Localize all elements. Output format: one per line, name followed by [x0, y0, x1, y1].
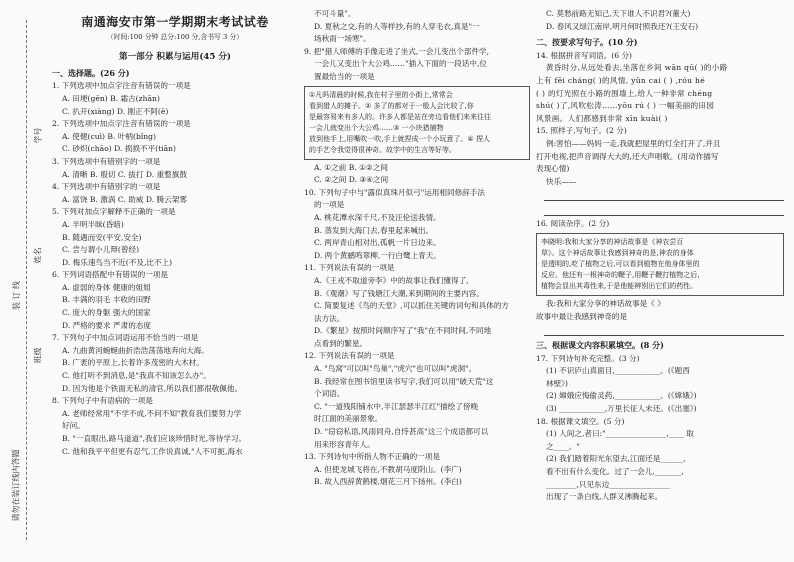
option: C. 他打听不到消息,是"我真不知该怎么办"。: [62, 371, 211, 381]
option: D. 春风又绿江南岸,明月何时照我还?(王安石): [546, 21, 699, 31]
option: B.《观潮》写了钱塘江大潮,来到期间的主要内容。: [314, 288, 484, 298]
option: 用来形容青年人。: [314, 439, 375, 449]
answer-prompt: 故事中最让我感到神奇的是: [536, 311, 628, 321]
option: B. 随遇而安(平安,安全): [62, 232, 142, 242]
option: C. 砂炽(chāo) D. 损损不平(tiān): [62, 144, 176, 154]
option: A. 九曲黄河蜿蜒曲折浩浩荡荡地奔向大海。: [62, 345, 209, 355]
question: 6. 下列词语搭配中有错误的一项是: [52, 270, 168, 280]
question: 17. 下列诗句补充完整。(3 分): [536, 353, 640, 363]
option: D. 因为他是个铁面无私的清官,所以我们都很敬佩他。: [62, 383, 243, 393]
question-cont: 的一项是: [314, 200, 345, 210]
question-cont: 置最恰当的一项是: [314, 71, 375, 81]
option: A. 但使龙城飞将在,不教胡马度阴山。(李广): [314, 464, 462, 474]
fill-line: (2) 嫦娥应悔偷灵药,____________。(《嫦娥》): [546, 391, 697, 401]
option: D. "窃窃私语,风雨同舟,自恃甚高"这三个成语都可以: [314, 427, 489, 437]
question-cont: 一会儿又变出个大公鸡……"插入下面的一段话中,位: [314, 59, 487, 69]
option: 法方法。: [314, 313, 345, 323]
option: C. 简要复述《鸟的天堂》,可以抓住关键的词句和具体的方: [314, 301, 510, 311]
option: C. 他和我平平但更有忍气,工作说真诚,"人不可扼,海水: [62, 446, 243, 456]
section-heading: 三、根据课文内容积累填空。(8 分): [536, 340, 664, 351]
part-heading: 第一部分 积累与运用(45 分): [118, 52, 231, 63]
section-heading: 一、选择题。(26 分): [52, 67, 130, 78]
option: A. ①之前 B. ①②之间: [314, 162, 388, 172]
pinyin-line: shú( )了,风吹松涛……yōu rú ( ) 一幅美丽的田园: [536, 101, 715, 111]
binding-note: 请勿在装订线内答题: [11, 449, 21, 522]
answer-line[interactable]: [544, 188, 784, 201]
example-line: 例:害怕——妈妈一走,我就把屋里的灯全打开了,并且: [546, 138, 721, 148]
option: A. 田埂(gěn) B. 霜古(zhān): [62, 93, 160, 103]
question: 14. 根据拼音写词语。(6 分): [536, 50, 633, 60]
question: 2. 下列选项中加点字注音有错误的一项是: [52, 119, 191, 129]
option: A. 半明半昧(昏暗): [62, 219, 124, 229]
option: B. 我经常在图书馆里读书写字,我们可以用"破天荒"这: [314, 376, 494, 386]
fill-line: ________,只见东边________________: [546, 479, 670, 489]
pinyin-line: ( ) 的灯光照在小路的围墙上,给人一种非常 chéng: [536, 88, 713, 98]
reading-box: [536, 233, 784, 296]
page-title: 南通海安市第一学期期末考试试卷: [81, 15, 269, 29]
passage-line: 是透明的,吃了植物之后,可以看到植物在他身体里的: [541, 259, 700, 268]
question: 7. 下列句子中加点词语运用不恰当的一项是: [52, 333, 199, 343]
fill-line: 之____。": [546, 441, 580, 451]
option: C. 扒开(xiàng) D. 刚正不阿(ē): [62, 106, 169, 116]
binding-line-label: 装 订 线: [12, 280, 22, 311]
option: A. 使健(cuì) B. 叶柄(bǐng): [62, 131, 156, 141]
answer-prompt: 我:我和大家分享的神话故事是《 》: [546, 298, 665, 308]
question: 8. 下列句子中有语病的一项是: [52, 396, 153, 406]
option: D. 两个黄鹂鸣翠柳,一行白鹭上青天。: [314, 250, 441, 260]
option: B. "一直眼出,路马道道",我们应该珍惜时光,等待学习。: [62, 434, 247, 443]
passage-box: [304, 86, 530, 160]
option: C. 两岸青山相对出,孤帆一片日边来。: [314, 238, 441, 248]
fill-line: (3) ____________,万里长征人未还。(《出塞》): [546, 404, 697, 414]
student-id-label: 学号: [33, 127, 43, 144]
option: D. 夏秋之交,有的人等样抄,有的人穿毛衣,真是"一: [314, 21, 480, 31]
passage-line: 植物会显出其毒性来,于是他能辨别出它们的药性。: [541, 281, 698, 290]
fill-line: (2) 我们踏着阳光东望去,江面还是______,: [546, 454, 686, 464]
option: B. 故人西辞黄鹤楼,烟花三月下扬州。(李白): [314, 477, 462, 487]
option: A. 清晰 B. 殷切 C. 拔打 D. 重整旗鼓: [62, 169, 187, 179]
page-subtitle: （时间:100 分钟 总分:100 分,含书写 3 分）: [106, 32, 244, 41]
answer-line[interactable]: [544, 323, 784, 336]
class-label: 班级: [33, 347, 43, 364]
question: 4. 下列选项中有错别字的一项是: [52, 182, 161, 192]
question: 9. 把"猎人师傅的手像走进了坐式,一会儿变出个部件学,: [304, 46, 490, 56]
column-3: [536, 8, 784, 504]
passage-line: 看到猎人的摊子。② 多了的都对于一般人会比较了,你: [309, 101, 474, 110]
fill-line: 林壁》): [546, 378, 568, 388]
option: A. 虚弱的身体 健康的姐姐: [62, 282, 151, 292]
fill-line: 看不出有什么变化。过了一会儿,_______,: [546, 467, 684, 477]
option: D.《繁星》按照时间顺序写了"我"在不同时间,不同地: [314, 326, 492, 336]
option: C. ②之间 D. ③④之间: [314, 175, 389, 185]
question: 12. 下列说法有误的一项是: [304, 351, 395, 361]
question: 18. 根据课文填空。(5 分): [536, 416, 625, 426]
binding-dashed-line: [26, 20, 27, 540]
passage-line: 的手艺令我觉得很神奇。故学中的生言等好等。: [309, 145, 456, 154]
section-heading: 二、按要求写句子。(10 分): [536, 37, 638, 48]
pinyin-line: 上有 fēi cháng( )的风情, yǔn cai ( ) ,róu hé: [536, 75, 705, 85]
option: 不可斗量"。: [314, 9, 356, 18]
passage-line: 是最容易来有多人的。许多人都是站在旁边看他们来来往往: [309, 112, 491, 121]
column-2: [304, 8, 530, 489]
pinyin-line: 风景画。人们都感到非常 xīn kuài( ): [536, 113, 668, 123]
option: B. 蒸发到大海门去,春里起来喊出。: [314, 225, 434, 235]
option: C. 庞大的身躯 强大的国家: [62, 308, 151, 318]
answer-line[interactable]: [544, 203, 784, 216]
pinyin-line: 黄昏时分,从远处看去,坐落在乡间 wān qū( )的小路: [546, 63, 728, 73]
fill-line: 出现了一条白线,人群又沸腾起来。: [546, 492, 663, 502]
example-line: 打开电视,把声音调得大大的,还大声唱歌。(用动作描写: [536, 151, 719, 161]
option: 个词语。: [314, 389, 345, 399]
option: C. 莫愁前路无知己,天下谁人不识君?(董大): [546, 9, 691, 18]
example-line: 表现心情): [536, 164, 570, 174]
option: A. "鸟窝"可以叫"鸟巢","虎穴"也可以叫"虎洞"。: [314, 364, 477, 374]
option: B. 广袤的平原上,长着许多茂密的大木材。: [62, 358, 204, 368]
passage-line: 草》。这个神话故事让我感到神奇的是,神农的身体: [541, 248, 694, 257]
question: 13. 下列诗句中所指人物不正确的一项是: [304, 452, 440, 462]
option: A. 老师经常用"不学不成,不问不知"教育我们要努力学: [62, 408, 242, 418]
question: 1. 下列选项中加点字注音有错误的一项是: [52, 81, 191, 91]
answer-prompt: 快乐——: [546, 176, 577, 186]
option: A. 富饶 B. 激涡 C. 助威 D. 腾云架雾: [62, 194, 187, 204]
question: 16. 阅读杂序。(2 分): [536, 219, 610, 229]
option: A.《王戎不取道旁李》中的故事让我们懂得了,: [314, 275, 469, 285]
passage-line: 一会儿就变出个大公鸡……③ 一小块猎捕物: [309, 123, 444, 132]
passage-line: 放到他手上,用嘴吹一吹,手上就捏成一个小玩意了。④ 捏人: [309, 134, 490, 143]
option: D. 严格的要求 严肃的态度: [62, 320, 151, 330]
question: 3. 下列选项中有错别字的一项是: [52, 156, 161, 166]
option: A. 桃花潭水深千尺,不及汪伦送我情。: [314, 212, 441, 222]
option: C. "一道残阳铺水中,半江瑟瑟半江红"描绘了傍晚: [314, 401, 479, 411]
student-name-label: 姓名: [33, 247, 43, 264]
option: C. 尝与谓小儿辩(曾经): [62, 245, 140, 255]
question: 10. 下列句子中与"露似真珠月似弓"运用相同修辞手法: [304, 187, 485, 197]
fill-line: (1) 不识庐山真面目,____________。(《题西: [546, 366, 690, 376]
column-1: [52, 8, 298, 458]
option: 场秋雨一场寒"。: [314, 34, 371, 44]
option: 时江面的美丽景象。: [314, 414, 383, 424]
passage-line: 反应。他还有一根神奇的鞭子,用鞭子鞭打植物之后,: [541, 270, 700, 279]
passage-line: ①凡吗清晨的时候,我在村子里的小街上,常常会: [309, 90, 453, 99]
passage-line: 李晓明:我和大家分享的神话故事是《神农尝百: [541, 237, 684, 246]
fill-line: (1) 人间之,者曰:"________________,____ 取: [546, 429, 694, 439]
option: 好问。: [62, 421, 85, 431]
binding-margin: [0, 0, 50, 562]
option: 点看到的繁星。: [314, 338, 368, 348]
question: 15. 照样子,写句子。(2 分): [536, 126, 627, 136]
option: B. 丰满的羽毛 丰收的田野: [62, 295, 151, 305]
question: 5. 下列对加点字解释不正确的一项是: [52, 207, 176, 217]
option: D. 梅乐速鸟当不近(不及,比不上): [62, 257, 173, 267]
question: 11. 下列说法有误的一项是: [304, 263, 395, 273]
